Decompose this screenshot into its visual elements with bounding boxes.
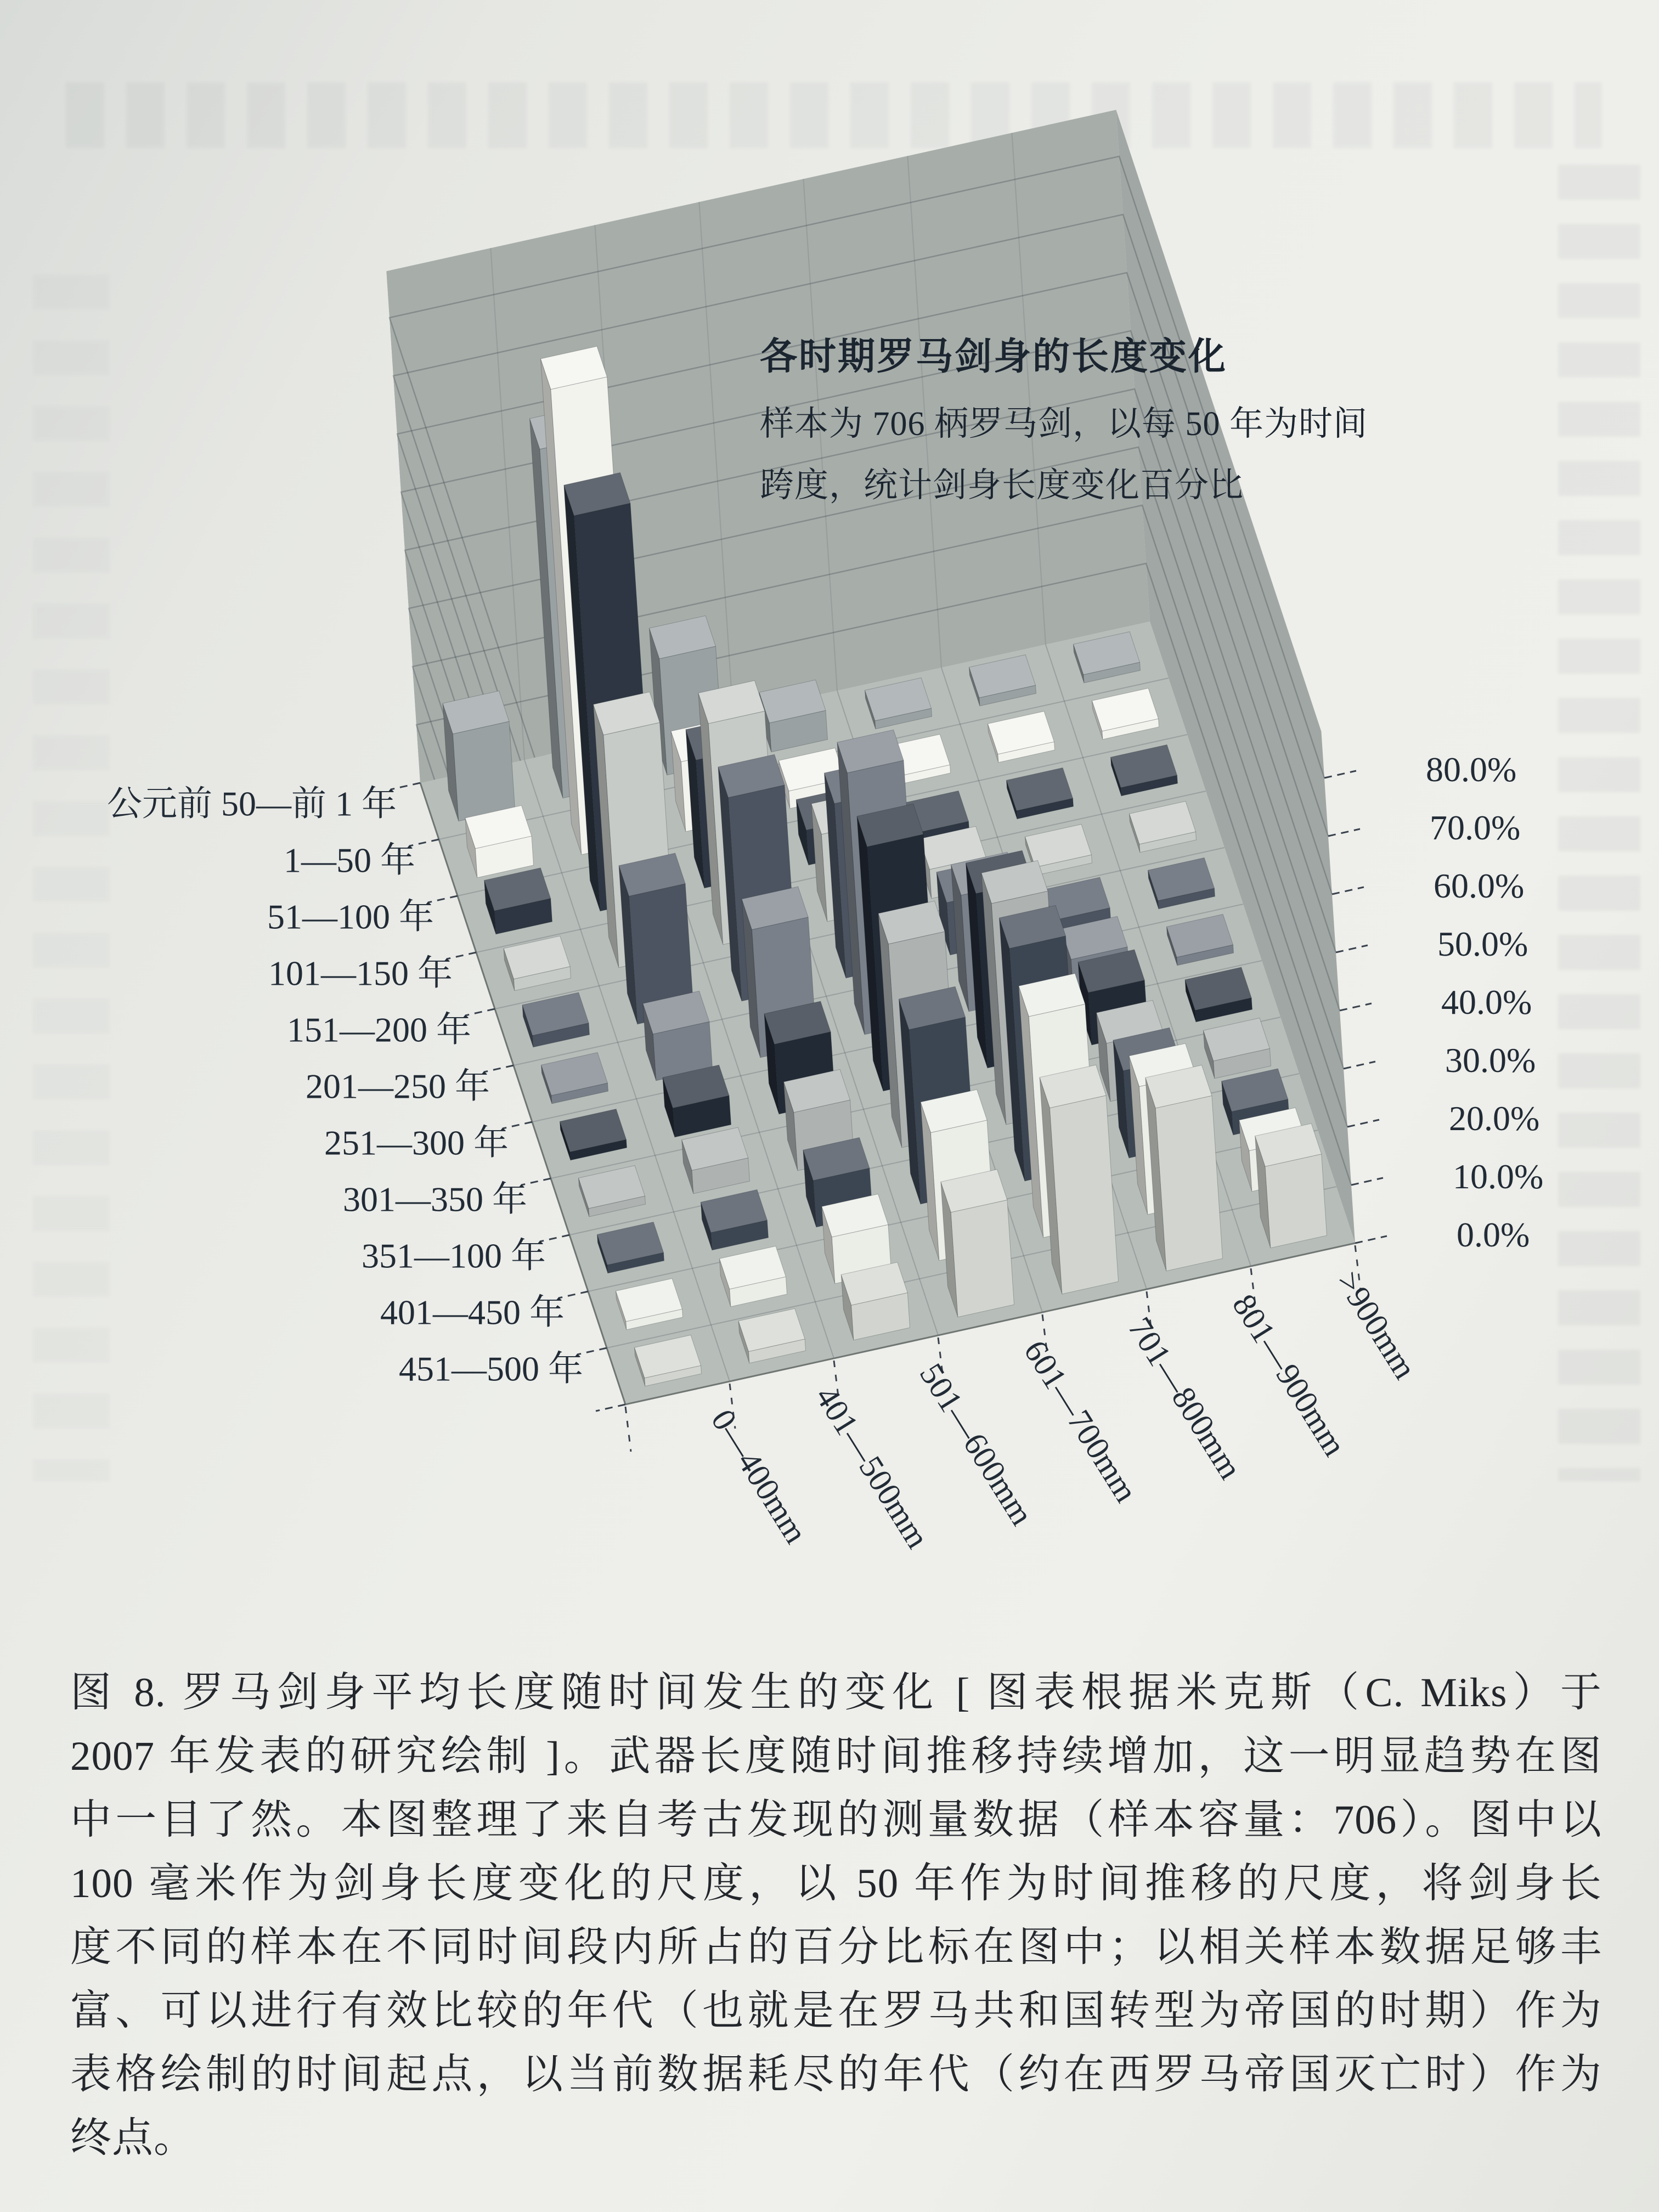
series-axis-label: 351—100 年 (362, 1236, 546, 1276)
category-axis-label: 701—800mm (1121, 1311, 1249, 1486)
bar-公元前 50—前 1 年-601—700mm (759, 680, 828, 752)
caption-line: 100 毫米作为剑身长度变化的尺度，以 50 年作为时间推移的尺度，将剑身长 (70, 1861, 1602, 1906)
category-axis-label: 501—600mm (912, 1357, 1041, 1532)
category-axis-label: >900mm (1329, 1265, 1424, 1385)
chart-subtitle-line-2: 跨度，统计剑身长度变化百分比 (760, 467, 1244, 504)
chart-title: 各时期罗马剑身的长度变化 (760, 336, 1228, 377)
bar-front-face (951, 1200, 1014, 1317)
category-axis-label-group (1226, 1288, 1353, 1463)
chart-title-block (760, 327, 1528, 516)
bar-front-face (453, 721, 515, 821)
value-axis-tick (1351, 1178, 1383, 1185)
bar-451—500 年->900mm (1255, 1124, 1327, 1248)
series-axis-label: 401—450 年 (380, 1293, 565, 1332)
caption-line: 2007 年发表的研究绘制 ]。武器长度随时间推移持续增加，这一明显趋势在图 (70, 1734, 1602, 1779)
bar-1—50 年-0—400mm (465, 805, 534, 877)
value-axis-tick (1336, 945, 1368, 952)
bar-451—500 年-501—600mm (841, 1262, 910, 1340)
category-axis-label: 801—900mm (1225, 1288, 1353, 1463)
value-axis-label: 70.0% (1430, 808, 1521, 847)
category-axis-label: 0—400mm (704, 1403, 815, 1550)
caption-line: 图 8. 罗马剑身平均长度随时间发生的变化 [ 图表根据米克斯（C. Miks）于 (70, 1670, 1602, 1716)
bar-front-face (1050, 1096, 1119, 1294)
figure-caption (70, 1661, 1602, 2170)
caption-line: 表格绘制的时间起点，以当前数据耗尽的年代（约在西罗马帝国灭亡时）作为 (70, 2052, 1602, 2097)
category-axis-label-group (809, 1380, 936, 1555)
category-axis-label: 601—700mm (1017, 1334, 1145, 1509)
bar-301—350 年-401—500mm (682, 1127, 750, 1194)
category-axis-label-group (1121, 1311, 1249, 1486)
series-axis-label: 201—250 年 (306, 1066, 490, 1106)
value-axis-label: 50.0% (1437, 924, 1528, 963)
series-axis-tick (596, 1404, 625, 1411)
value-axis-label: 10.0% (1453, 1157, 1544, 1196)
series-axis-label: 1—50 年 (284, 840, 415, 880)
value-axis-tick (1344, 1062, 1375, 1069)
value-axis-tick (1332, 887, 1364, 894)
series-axis-label: 251—300 年 (324, 1123, 509, 1163)
bar-201—250 年-401—500mm (643, 991, 713, 1081)
bar-front-face (1155, 1096, 1222, 1271)
caption-line: 富、可以进行有效比较的年代（也就是在罗马共和国转型为帝国的时期）作为 (70, 1988, 1602, 2034)
bar-front-face (1265, 1154, 1327, 1248)
category-axis-label-group (913, 1357, 1041, 1532)
series-axis-label: 公元前 50—前 1 年 (107, 784, 397, 823)
bar-451—500 年-701—800mm (1040, 1065, 1118, 1294)
bar-251—300 年-401—500mm (663, 1065, 731, 1137)
series-axis-label: 301—350 年 (343, 1180, 527, 1219)
bar-51—100 年-0—400mm (484, 868, 552, 934)
caption-line: 度不同的样本在不同时间段内所占的百分比标在图中；以相关样本数据足够丰 (70, 1925, 1602, 1970)
category-axis-label-group (1330, 1265, 1424, 1385)
value-axis-tick (1328, 829, 1360, 836)
category-axis-label: 401—500mm (808, 1380, 936, 1555)
chart-subtitle-line-1: 样本为 706 柄罗马剑，以每 50 年为时间 (760, 405, 1368, 443)
value-axis-tick (1340, 1003, 1372, 1011)
value-axis-tick (1355, 1236, 1387, 1243)
series-axis-label: 451—500 年 (399, 1349, 583, 1389)
category-axis-tick (625, 1407, 631, 1452)
value-axis-label: 0.0% (1457, 1215, 1530, 1254)
value-axis-label: 60.0% (1434, 866, 1525, 905)
value-axis-label: 80.0% (1426, 750, 1517, 789)
value-axis-tick (1347, 1120, 1379, 1127)
value-axis-label: 30.0% (1445, 1041, 1536, 1080)
value-axis-label: 40.0% (1441, 983, 1532, 1022)
value-axis-label: 20.0% (1449, 1099, 1540, 1138)
series-axis-label: 51—100 年 (267, 897, 434, 936)
bar-公元前 50—前 1 年-0—400mm (443, 691, 515, 821)
caption-line: 终点。 (70, 2115, 196, 2161)
bar-451—500 年-601—700mm (941, 1170, 1014, 1317)
bar-451—500 年-801—900mm (1146, 1065, 1223, 1271)
category-axis-label-group (704, 1403, 815, 1550)
value-axis-tick (1324, 771, 1356, 778)
category-axis-label-group (1017, 1334, 1145, 1509)
series-axis-label: 101—150 年 (268, 953, 453, 993)
series-axis-label: 151—200 年 (287, 1010, 471, 1049)
caption-line: 中一目了然。本图整理了来自考古发现的测量数据（样本容量：706）。图中以 (70, 1797, 1602, 1843)
